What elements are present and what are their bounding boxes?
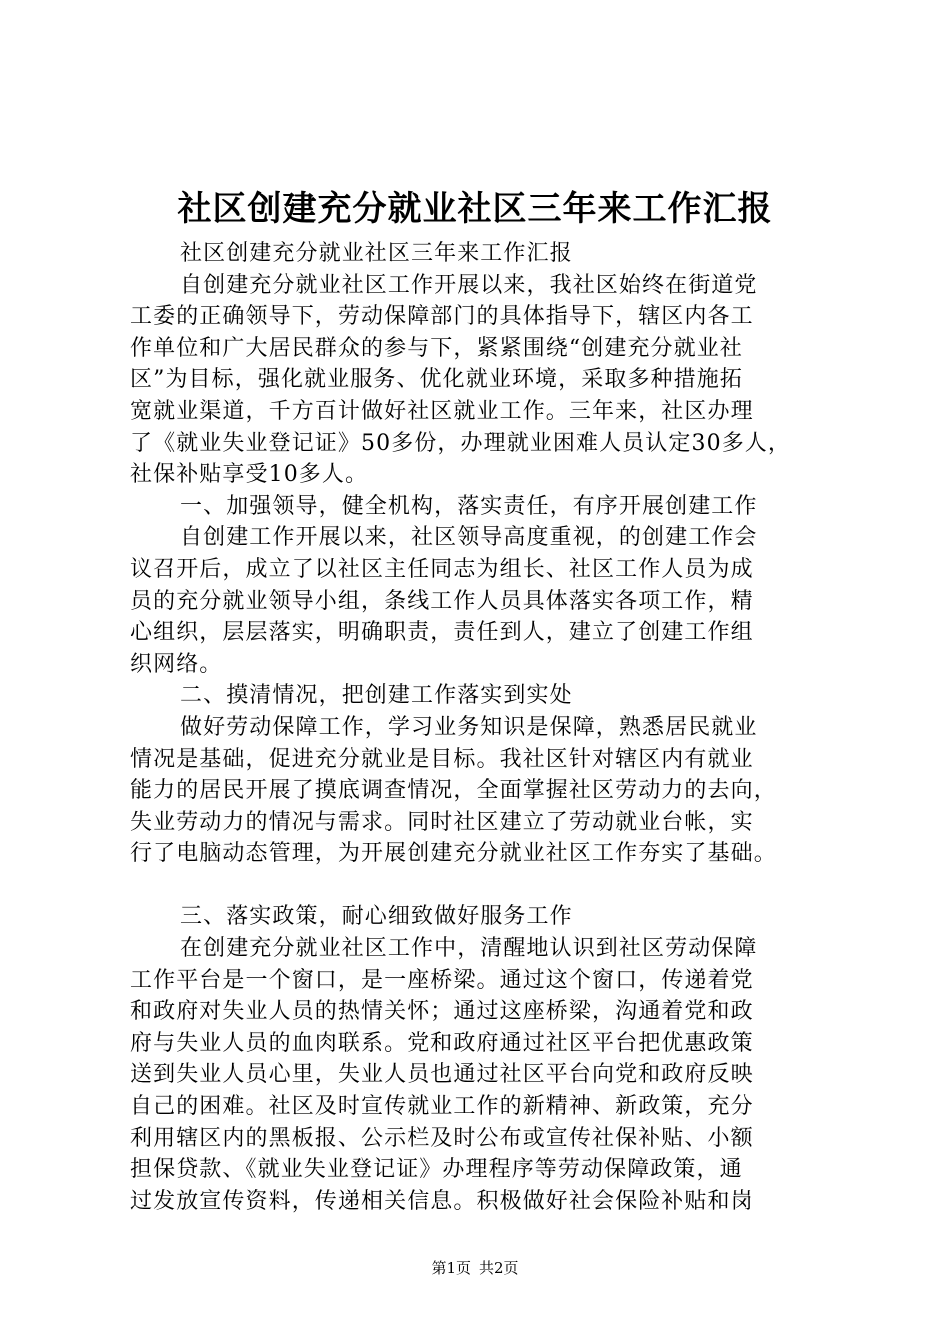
body-line: 了《就业失业登记证》50多份，办理就业困难人员认定30多人，	[130, 430, 791, 456]
document-body	[130, 238, 830, 1217]
paragraph-gap	[130, 870, 830, 902]
body-line: 失业劳动力的情况与需求。同时社区建立了劳动就业台帐，实	[130, 809, 754, 835]
body-line: 自创建充分就业社区工作开展以来，我社区始终在街道党	[180, 272, 758, 298]
body-line: 送到失业人员心里，失业人员也通过社区平台向党和政府反映	[130, 1062, 754, 1088]
body-line: 能力的居民开展了摸底调查情况，全面掌握社区劳动力的去向，	[130, 778, 777, 804]
body-line: 利用辖区内的黑板报、公示栏及时公布或宣传社保补贴、小额	[130, 1125, 754, 1151]
body-line: 社保补贴享受10多人。	[130, 462, 369, 488]
body-line: 工委的正确领导下，劳动保障部门的具体指导下，辖区内各工	[130, 304, 754, 330]
body-line: 和政府对失业人员的热情关怀；通过这座桥梁，沟通着党和政	[130, 999, 754, 1025]
body-line: 织网络。	[130, 651, 223, 677]
page-number: 第1页	[431, 1259, 471, 1277]
section-heading: 一、加强领导，健全机构，落实责任，有序开展创建工作	[180, 493, 758, 519]
body-line: 区”为目标，强化就业服务、优化就业环境，采取多种措施拓	[130, 367, 743, 393]
body-line: 议召开后，成立了以社区主任同志为组长、社区工作人员为成	[130, 556, 754, 582]
body-line: 在创建充分就业社区工作中，清醒地认识到社区劳动保障	[180, 936, 758, 962]
body-line: 府与失业人员的血肉联系。党和政府通过社区平台把优惠政策	[130, 1030, 754, 1056]
body-line: 作单位和广大居民群众的参与下，紧紧围绕“创建充分就业社	[130, 335, 743, 361]
page-footer	[0, 1258, 950, 1278]
body-line: 工作平台是一个窗口，是一座桥梁。通过这个窗口，传递着党	[130, 967, 754, 993]
body-line: 过发放宣传资料，传递相关信息。积极做好社会保险补贴和岗	[130, 1188, 754, 1214]
body-line: 行了电脑动态管理，为开展创建充分就业社区工作夯实了基础。	[130, 841, 777, 867]
body-line: 社区创建充分就业社区三年来工作汇报	[180, 241, 573, 266]
body-line: 心组织，层层落实，明确职责，责任到人，建立了创建工作组	[130, 620, 754, 646]
body-line: 做好劳动保障工作，学习业务知识是保障，熟悉居民就业	[180, 714, 758, 740]
section-heading: 三、落实政策，耐心细致做好服务工作	[180, 904, 573, 930]
section-heading: 二、摸清情况，把创建工作落实到实处	[180, 683, 573, 709]
body-line: 自创建工作开展以来，社区领导高度重视，的创建工作会	[180, 525, 758, 551]
body-line: 员的充分就业领导小组，条线工作人员具体落实各项工作，精	[130, 588, 754, 614]
body-line: 自己的困难。社区及时宣传就业工作的新精神、新政策，充分	[130, 1094, 754, 1120]
body-line: 担保贷款、《就业失业登记证》办理程序等劳动保障政策，通	[130, 1157, 743, 1183]
body-line: 宽就业渠道，千方百计做好社区就业工作。三年来，社区办理	[130, 398, 754, 424]
document-title: 社区创建充分就业社区三年来工作汇报	[177, 189, 773, 229]
body-line: 情况是基础，促进充分就业是目标。我社区针对辖区内有就业	[130, 746, 754, 772]
page-total: 共2页	[479, 1259, 519, 1277]
